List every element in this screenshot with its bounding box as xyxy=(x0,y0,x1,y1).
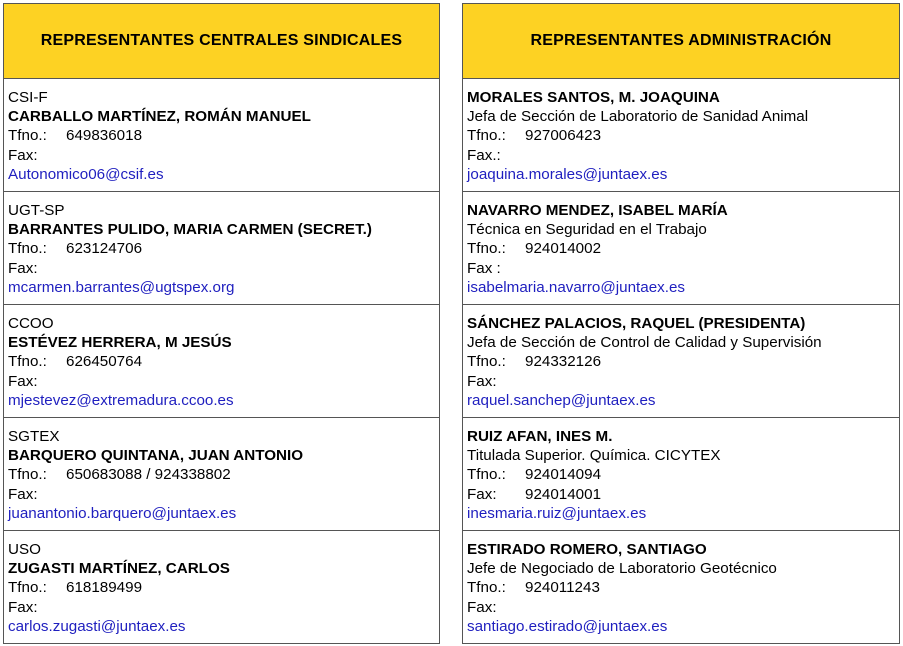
job-title: Jefe de Negociado de Laboratorio Geotécnico xyxy=(467,560,777,578)
email-link[interactable]: mcarmen.barrantes@ugtspex.org xyxy=(8,278,235,296)
fax-line xyxy=(467,259,899,278)
organization-label: USO xyxy=(8,541,41,558)
representative-name: BARRANTES PULIDO, MARIA CARMEN (SECRET.) xyxy=(8,221,372,239)
representative-name: MORALES SANTOS, M. JOAQUINA xyxy=(467,89,720,106)
fax-line xyxy=(467,485,899,504)
fax-line xyxy=(467,598,899,617)
fax-line xyxy=(8,259,439,278)
representative-name: ZUGASTI MARTÍNEZ, CARLOS xyxy=(8,560,230,578)
fax-line xyxy=(8,485,439,504)
fax-label: Fax: xyxy=(8,485,38,503)
phone-label: Tfno.: xyxy=(8,466,47,484)
phone-label: Tfno.: xyxy=(8,240,47,258)
job-title: Jefa de Sección de Control de Calidad y Supervisión xyxy=(467,334,822,352)
admin-rep-cell xyxy=(463,305,899,418)
email-link[interactable]: Autonomico06@csif.es xyxy=(8,165,164,183)
phone-number: 924332126 xyxy=(525,353,602,371)
fax-line xyxy=(8,372,439,391)
union-rep-cell xyxy=(4,531,439,643)
job-title: Titulada Superior. Química. CICYTEX xyxy=(467,447,721,465)
representative-name: ESTIRADO ROMERO, SANTIAGO xyxy=(467,541,707,558)
phone-number: 924011243 xyxy=(525,579,600,597)
phone-label: Tfno.: xyxy=(467,579,506,597)
phone-label: Tfno.: xyxy=(467,466,506,484)
phone-line xyxy=(8,465,439,484)
union-rep-cell xyxy=(4,305,439,418)
organization-label: SGTEX xyxy=(8,428,60,445)
phone-number: 649836018 xyxy=(66,127,143,145)
union-representatives-table xyxy=(3,3,440,644)
organization-label: UGT-SP xyxy=(8,202,65,219)
admin-rep-cell xyxy=(463,192,899,305)
representative-name: CARBALLO MARTÍNEZ, ROMÁN MANUEL xyxy=(8,108,311,126)
email-link[interactable]: carlos.zugasti@juntaex.es xyxy=(8,617,186,635)
phone-line xyxy=(8,578,439,597)
phone-label: Tfno.: xyxy=(467,127,506,145)
fax-label: Fax: xyxy=(467,598,497,616)
phone-number: 623124706 xyxy=(66,240,143,258)
union-rep-cell xyxy=(4,192,439,305)
job-title: Jefa de Sección de Laboratorio de Sanidad Animal xyxy=(467,108,809,126)
phone-line xyxy=(467,239,899,258)
fax-label: Fax : xyxy=(467,259,501,277)
representative-name: BARQUERO QUINTANA, JUAN ANTONIO xyxy=(8,447,304,465)
fax-label: Fax: xyxy=(8,146,38,164)
organization-label: CSI-F xyxy=(8,89,48,106)
fax-label: Fax.: xyxy=(467,146,501,164)
phone-number: 924014002 xyxy=(525,240,602,258)
phone-line xyxy=(467,126,899,145)
phone-label: Tfno.: xyxy=(8,579,47,597)
email-link[interactable]: isabelmaria.navarro@juntaex.es xyxy=(467,278,686,296)
phone-number: 924014094 xyxy=(525,466,602,484)
phone-label: Tfno.: xyxy=(467,240,506,258)
representative-name: ESTÉVEZ HERRERA, M JESÚS xyxy=(8,334,232,352)
organization-label: CCOO xyxy=(8,315,54,332)
fax-label: Fax: xyxy=(8,598,38,616)
phone-number: 626450764 xyxy=(66,353,143,371)
fax-label: Fax: xyxy=(467,485,497,503)
email-link[interactable]: juanantonio.barquero@juntaex.es xyxy=(8,504,237,522)
administration-representatives-header: REPRESENTANTES ADMINISTRACIÓN xyxy=(463,4,899,79)
union-rep-cell xyxy=(4,79,439,192)
fax-line xyxy=(467,146,899,165)
phone-line xyxy=(467,352,899,371)
fax-label: Fax: xyxy=(467,372,497,390)
union-rep-cell xyxy=(4,418,439,531)
phone-number: 650683088 / 924338802 xyxy=(66,466,231,484)
admin-rep-cell xyxy=(463,531,899,643)
phone-line xyxy=(8,352,439,371)
admin-rep-cell xyxy=(463,418,899,531)
representative-name: SÁNCHEZ PALACIOS, RAQUEL (PRESIDENTA) xyxy=(467,315,806,332)
email-link[interactable]: mjestevez@extremadura.ccoo.es xyxy=(8,391,234,409)
job-title: Técnica en Seguridad en el Trabajo xyxy=(467,221,707,239)
phone-number: 618189499 xyxy=(66,579,143,597)
fax-number: 924014001 xyxy=(525,485,602,503)
email-link[interactable]: joaquina.morales@juntaex.es xyxy=(467,165,668,183)
phone-line xyxy=(467,578,899,597)
phone-label: Tfno.: xyxy=(8,127,47,145)
phone-line xyxy=(467,465,899,484)
phone-line xyxy=(8,239,439,258)
email-link[interactable]: santiago.estirado@juntaex.es xyxy=(467,617,668,635)
representative-name: NAVARRO MENDEZ, ISABEL MARÍA xyxy=(467,202,728,219)
phone-label: Tfno.: xyxy=(467,353,506,371)
union-representatives-header: REPRESENTANTES CENTRALES SINDICALES xyxy=(4,4,439,79)
phone-line xyxy=(8,126,439,145)
representative-name: RUIZ AFAN, INES M. xyxy=(467,428,613,445)
phone-number: 927006423 xyxy=(525,127,602,145)
fax-line xyxy=(467,372,899,391)
fax-line xyxy=(8,146,439,165)
email-link[interactable]: raquel.sanchep@juntaex.es xyxy=(467,391,656,409)
phone-label: Tfno.: xyxy=(8,353,47,371)
fax-label: Fax: xyxy=(8,259,38,277)
fax-label: Fax: xyxy=(8,372,38,390)
email-link[interactable]: inesmaria.ruiz@juntaex.es xyxy=(467,504,647,522)
administration-representatives-table xyxy=(462,3,900,644)
admin-rep-cell xyxy=(463,79,899,192)
fax-line xyxy=(8,598,439,617)
